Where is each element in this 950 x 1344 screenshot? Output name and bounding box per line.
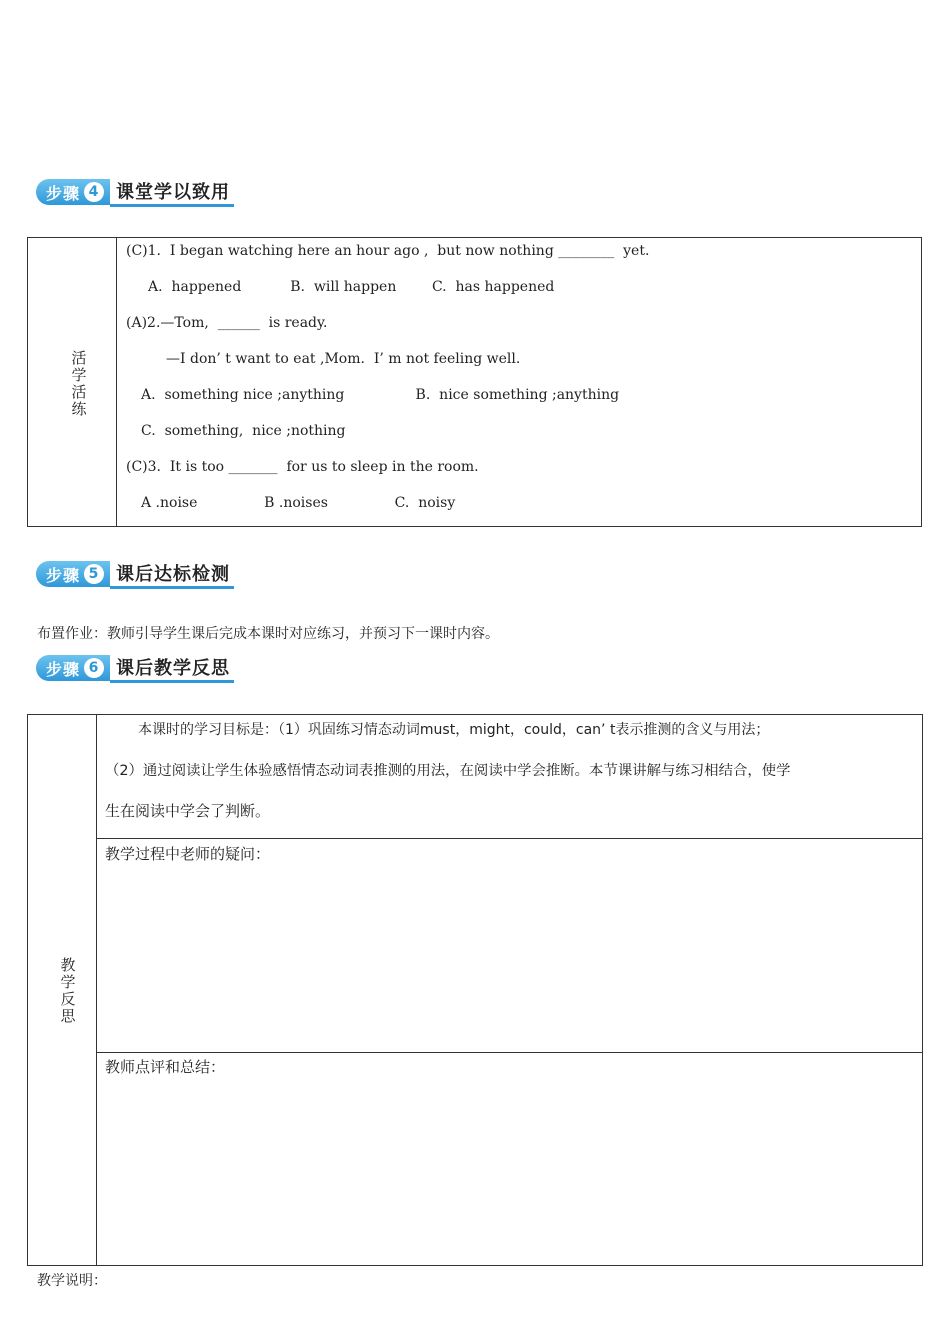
- reflection-side-label: 教学反思: [60, 956, 76, 1025]
- step-badge-label: 步骤: [46, 659, 81, 679]
- step-badge: [36, 179, 110, 205]
- step-badge: [36, 655, 110, 681]
- step-title: 课后教学反思: [110, 654, 234, 683]
- question-1-options: A. happened B. will happen C. has happened: [148, 279, 555, 295]
- questions-label: 教学过程中老师的疑问：: [105, 845, 271, 863]
- question-2: (A)2.—Tom, ______ is ready.: [126, 315, 328, 331]
- exercise-side-label: 活学活练: [71, 349, 87, 418]
- homework-text: 布置作业：教师引导学生课后完成本课时对应练习，并预习下一课时内容。: [37, 626, 499, 642]
- step-number: 6: [84, 658, 104, 678]
- goal-line-1: 本课时的学习目标是：（1）巩固练习情态动词must，might，could，can’ t表示推测的含义与用法；: [138, 722, 770, 738]
- step-badge-label: 步骤: [46, 183, 81, 203]
- step-badge-label: 步骤: [46, 565, 81, 585]
- reflection-table: [27, 714, 923, 1266]
- question-2-options-ab: A. something nice ;anything B. nice something ;anything: [141, 387, 620, 403]
- goal-line-2: （2）通过阅读让学生体验感悟情态动词表推测的用法，在阅读中学会推断。本节课讲解与练习相结合，使学: [105, 763, 791, 779]
- question-3: (C)3. It is too _______ for us to sleep in the room.: [126, 459, 479, 475]
- step-5-header: [36, 560, 234, 588]
- row-divider: [96, 838, 922, 839]
- row-divider: [96, 1052, 922, 1053]
- step-6-header: [36, 654, 234, 682]
- summary-label: 教师点评和总结：: [105, 1058, 226, 1076]
- step-title: 课后达标检测: [110, 560, 234, 589]
- goal-line-3: 生在阅读中学会了判断。: [105, 802, 271, 820]
- step-number: 4: [84, 182, 104, 202]
- step-title: 课堂学以致用: [110, 178, 234, 207]
- question-2-reply: —I don’ t want to eat ,Mom. I’ m not feeling well.: [166, 351, 521, 367]
- question-1: (C)1. I began watching here an hour ago , but now nothing ________ yet.: [126, 243, 650, 259]
- step-number: 5: [84, 564, 104, 584]
- step-4-header: [36, 178, 234, 206]
- footer-label: 教学说明：: [37, 1273, 107, 1289]
- step-badge: [36, 561, 110, 587]
- question-3-options: A .noise B .noises C. noisy: [141, 495, 456, 511]
- question-2-option-c: C. something, nice ;nothing: [141, 423, 346, 439]
